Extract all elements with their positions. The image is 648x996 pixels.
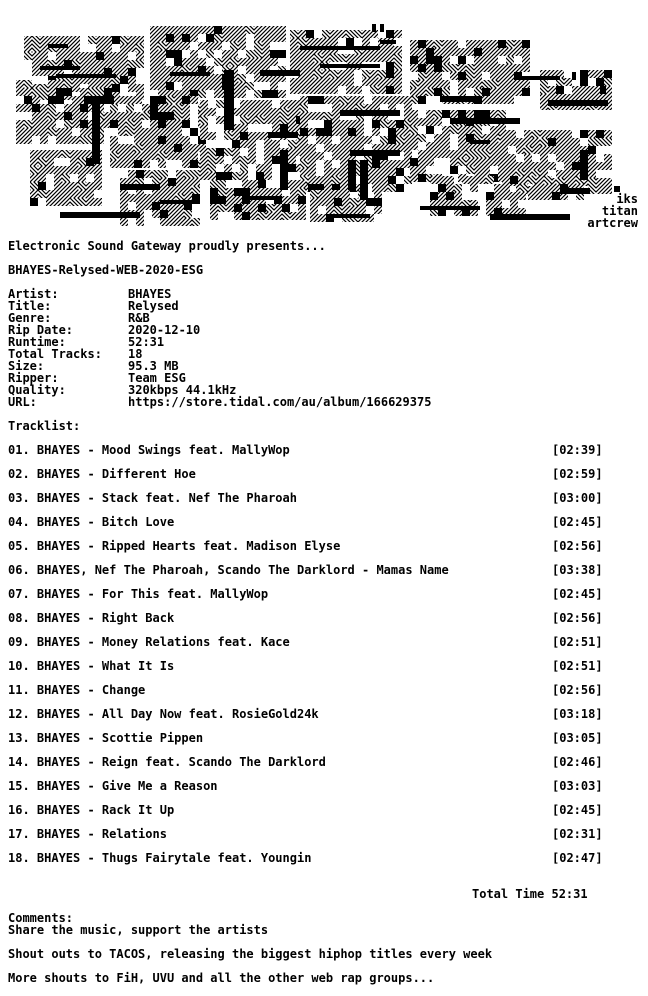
track-title: 04. BHAYES - Bitch Love (8, 515, 175, 529)
track-duration: [02:45] (552, 803, 603, 817)
info-value: Team ESG (128, 371, 186, 385)
track-title: 15. BHAYES - Give Me a Reason (8, 779, 218, 793)
track-duration: [02:59] (552, 467, 603, 481)
presents-line: Electronic Sound Gateway proudly presents... (8, 239, 326, 253)
shoutouts-line: More shouts to FiH, UVU and all the other web rap groups... (8, 971, 435, 985)
track-duration: [03:18] (552, 707, 603, 721)
track-title: 14. BHAYES - Reign feat. Scando The Darklord (8, 755, 326, 769)
track-duration: [02:51] (552, 635, 603, 649)
comments-label: Comments: (8, 911, 74, 925)
ascii-art-logo (0, 0, 648, 232)
track-duration: [02:56] (552, 611, 603, 625)
track-title: 03. BHAYES - Stack feat. Nef The Pharoah (8, 491, 297, 505)
info-value: 320kbps 44.1kHz (128, 383, 237, 397)
info-value: Relysed (128, 299, 179, 313)
track-title: 05. BHAYES - Ripped Hearts feat. Madison Elyse (8, 539, 341, 553)
track-title: 09. BHAYES - Money Relations feat. Kace (8, 635, 290, 649)
track-duration: [02:45] (552, 587, 603, 601)
track-duration: [02:45] (552, 515, 603, 529)
info-label: Quality: (8, 383, 66, 397)
credit-line: iks (616, 192, 638, 206)
track-duration: [02:56] (552, 683, 603, 697)
comments-text: Share the music, support the artists (8, 923, 269, 937)
track-title: 12. BHAYES - All Day Now feat. RosieGold24k (8, 707, 319, 721)
info-value: 18 (128, 347, 143, 361)
track-title: 17. BHAYES - Relations (8, 827, 167, 841)
track-title: 08. BHAYES - Right Back (8, 611, 175, 625)
shoutouts-line: Shout outs to TACOS, releasing the biggest hiphop titles every week (8, 947, 493, 961)
track-title: 02. BHAYES - Different Hoe (8, 467, 196, 481)
info-label: Artist: (8, 287, 59, 301)
art-credits (558, 193, 638, 229)
info-value: 52:31 (128, 335, 165, 349)
track-title: 01. BHAYES - Mood Swings feat. MallyWop (8, 443, 290, 457)
track-title: 16. BHAYES - Rack It Up (8, 803, 175, 817)
info-label: URL: (8, 395, 37, 409)
info-value: 95.3 MB (128, 359, 179, 373)
track-duration: [02:47] (552, 851, 603, 865)
track-title: 07. BHAYES - For This feat. MallyWop (8, 587, 269, 601)
total-time: Total Time 52:31 (472, 887, 588, 901)
track-title: 06. BHAYES, Nef The Pharoah, Scando The Darklord - Mamas Name (8, 563, 449, 577)
track-title: 18. BHAYES - Thugs Fairytale feat. Youngin (8, 851, 312, 865)
track-duration: [02:51] (552, 659, 603, 673)
info-label: Total Tracks: (8, 347, 102, 361)
credit-line: titan (601, 204, 638, 218)
info-label: Ripper: (8, 371, 59, 385)
track-duration: [02:56] (552, 539, 603, 553)
track-duration: [03:05] (552, 731, 603, 745)
info-label: Title: (8, 299, 52, 313)
tracklist-label: Tracklist: (8, 419, 81, 433)
info-value: 2020-12-10 (128, 323, 201, 337)
info-value: BHAYES (128, 287, 172, 301)
track-duration: [03:03] (552, 779, 603, 793)
release-name: BHAYES-Relysed-WEB-2020-ESG (8, 263, 204, 277)
track-duration: [02:46] (552, 755, 603, 769)
credit-line: artcrew (587, 216, 638, 230)
track-title: 11. BHAYES - Change (8, 683, 146, 697)
track-duration: [02:31] (552, 827, 603, 841)
track-duration: [03:38] (552, 563, 603, 577)
track-duration: [02:39] (552, 443, 603, 457)
track-duration: [03:00] (552, 491, 603, 505)
info-label: Genre: (8, 311, 52, 325)
info-label: Size: (8, 359, 45, 373)
track-title: 13. BHAYES - Scottie Pippen (8, 731, 204, 745)
track-title: 10. BHAYES - What It Is (8, 659, 175, 673)
info-value: R&B (128, 311, 150, 325)
info-label: Runtime: (8, 335, 66, 349)
info-label: Rip Date: (8, 323, 74, 337)
info-value: https://store.tidal.com/au/album/166629375 (128, 395, 432, 409)
